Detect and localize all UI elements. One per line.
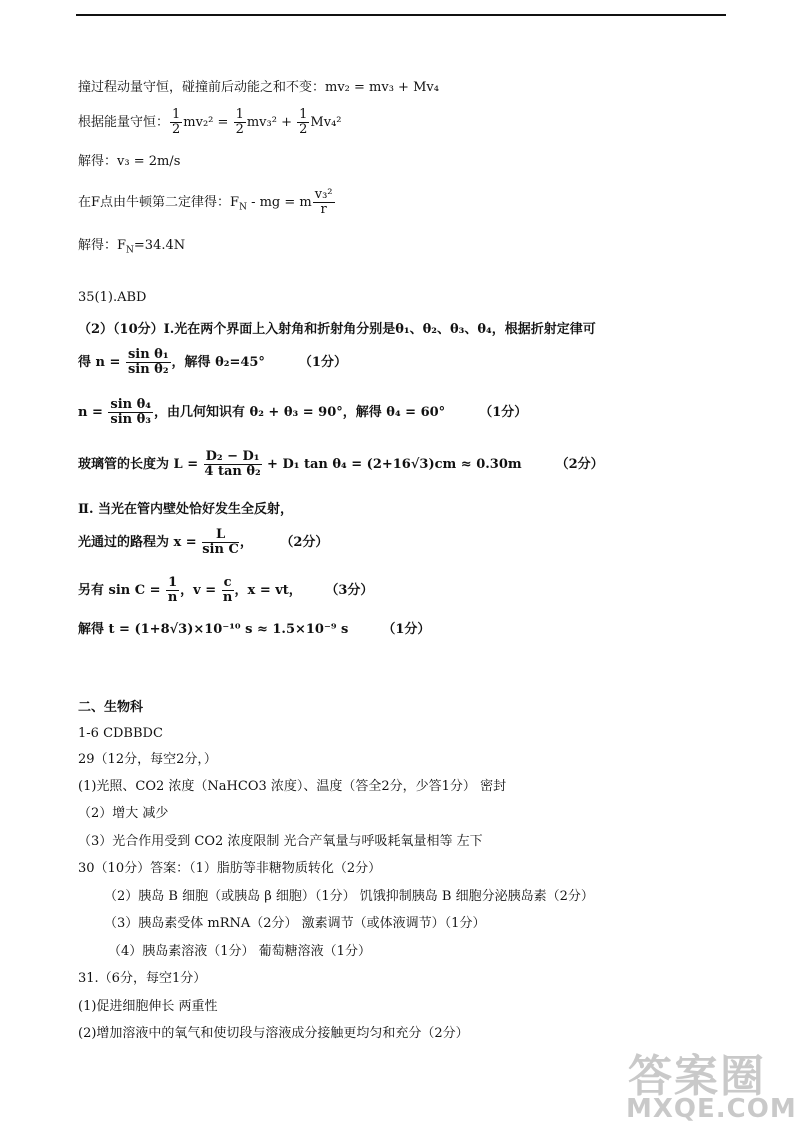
- biology-heading: 二、生物科: [78, 700, 144, 715]
- fraction: $\frac{\text{v₃²}}{r}$: [314, 187, 333, 217]
- fraction: $\frac{1}{2}$: [235, 107, 244, 137]
- watermark-url: MXQE.COM: [626, 1094, 797, 1124]
- fraction: $\frac{1}{2}$: [172, 107, 181, 137]
- q35-refraction-n: 得 n = $\frac{\text{sin θ₁}}{\text{sin θ₂}}$ ，解得 θ₂=45° （1分）: [78, 347, 347, 377]
- q35-part2-intro: （2）（10分）Ⅰ.光在两个界面上入射角和折射角分别是θ₁、θ₂、θ₃、θ₄，根据折射定律可: [78, 322, 596, 337]
- q35-time-result: 解得 t = (1+8√3)×10⁻¹⁰ s ≈ 1.5×10⁻⁹ s （1分）: [78, 622, 431, 637]
- bio-line: 31.（6分，每空1分）: [78, 971, 207, 986]
- site-watermark: [622, 1040, 797, 1128]
- solve-fn-line: 解得：$F_N=34.4N$: [78, 238, 186, 256]
- q35-path-length: 光通过的路程为 x = $\frac{L}{\text{sin C}}$ ， （2分）: [78, 527, 329, 557]
- bio-line: (1)促进细胞伸长 两重性: [78, 999, 218, 1014]
- watermark-logo-text: 答案圈: [628, 1051, 766, 1102]
- bio-line: 29（12分，每空2分，）: [78, 752, 217, 767]
- momentum-line: 撞过程动量守恒，碰撞前后动能之和不变：mv₂ = mv₃ + Mv₄: [78, 80, 439, 95]
- fraction: $\frac{L}{\text{sin C}}$: [202, 527, 239, 557]
- newton-line: 在F点由牛顿第二定律得：$F_N$ - mg = m $\frac{\text{v₃²}}{r}$: [78, 187, 333, 217]
- q35-tube-length: 玻璃管的长度为 L = $\frac{\text{D₂ − D₁}}{\text{4 tan θ₂}}$ + D₁ tan θ₄ = (2+16√3)cm ≈ 0.30m （2分）: [78, 449, 604, 479]
- bio-line: （3）光合作用受到 CO2 浓度限制 光合产氧量与呼吸耗氧量相等 左下: [78, 834, 483, 849]
- bio-line: （3）胰岛素受体 mRNA（2分） 激素调节（或体液调节）（1分）: [104, 916, 486, 931]
- solve-v3-line: 解得：v₃ = 2m/s: [78, 154, 181, 169]
- bio-line: (2)增加溶液中的氧气和使切段与溶液成分接触更均匀和充分（2分）: [78, 1026, 469, 1041]
- header-rule: [76, 14, 726, 16]
- fraction: $\frac{1}{n}$: [167, 575, 178, 605]
- fraction: $\frac{c}{n}$: [222, 575, 233, 605]
- bio-line: 1-6 CDBBDC: [78, 726, 163, 741]
- energy-line: 根据能量守恒： $\frac{1}{2}$ mv₂² = $\frac{1}{2}$ mv₃² + $\frac{1}{2}$ Mv₄²: [78, 107, 342, 137]
- fraction: $\frac{\text{D₂ − D₁}}{\text{4 tan θ₂}}$: [204, 449, 261, 479]
- q35-sinc-relations: 另有 sin C = $\frac{1}{n}$ ，v = $\frac{c}{n}$ ，x = vt， （3分）: [78, 575, 374, 605]
- fraction: $\frac{1}{2}$: [299, 107, 308, 137]
- bio-line: （4）胰岛素溶液（1分） 葡萄糖溶液（1分）: [108, 944, 371, 959]
- bio-line: （2）胰岛 B 细胞（或胰岛 β 细胞）（1分） 饥饿抑制胰岛 B 细胞分泌胰岛素（2分）: [104, 889, 594, 904]
- fraction: $\frac{\text{sin θ₄}}{\text{sin θ₃}}$: [110, 397, 152, 427]
- q35-total-reflection: Ⅱ. 当光在管内壁处恰好发生全反射，: [78, 502, 294, 517]
- q35-part1: 35(1).ABD: [78, 290, 147, 305]
- q35-refraction-theta4: n = $\frac{\text{sin θ₄}}{\text{sin θ₃}}$ ，由几何知识有 θ₂ + θ₃ = 90°，解得 θ₄ = 60° （1分）: [78, 397, 528, 427]
- bio-line: （2）增大 减少: [78, 806, 169, 821]
- energy-prefix: 根据能量守恒：: [78, 115, 170, 130]
- bio-line: 30（10分）答案：（1）脂肪等非糖物质转化（2分）: [78, 861, 382, 876]
- bio-line: (1)光照、CO2 浓度（NaHCO3 浓度）、温度（答全2分，少答1分） 密封: [78, 779, 507, 794]
- fraction: $\frac{\text{sin θ₁}}{\text{sin θ₂}}$: [127, 347, 169, 377]
